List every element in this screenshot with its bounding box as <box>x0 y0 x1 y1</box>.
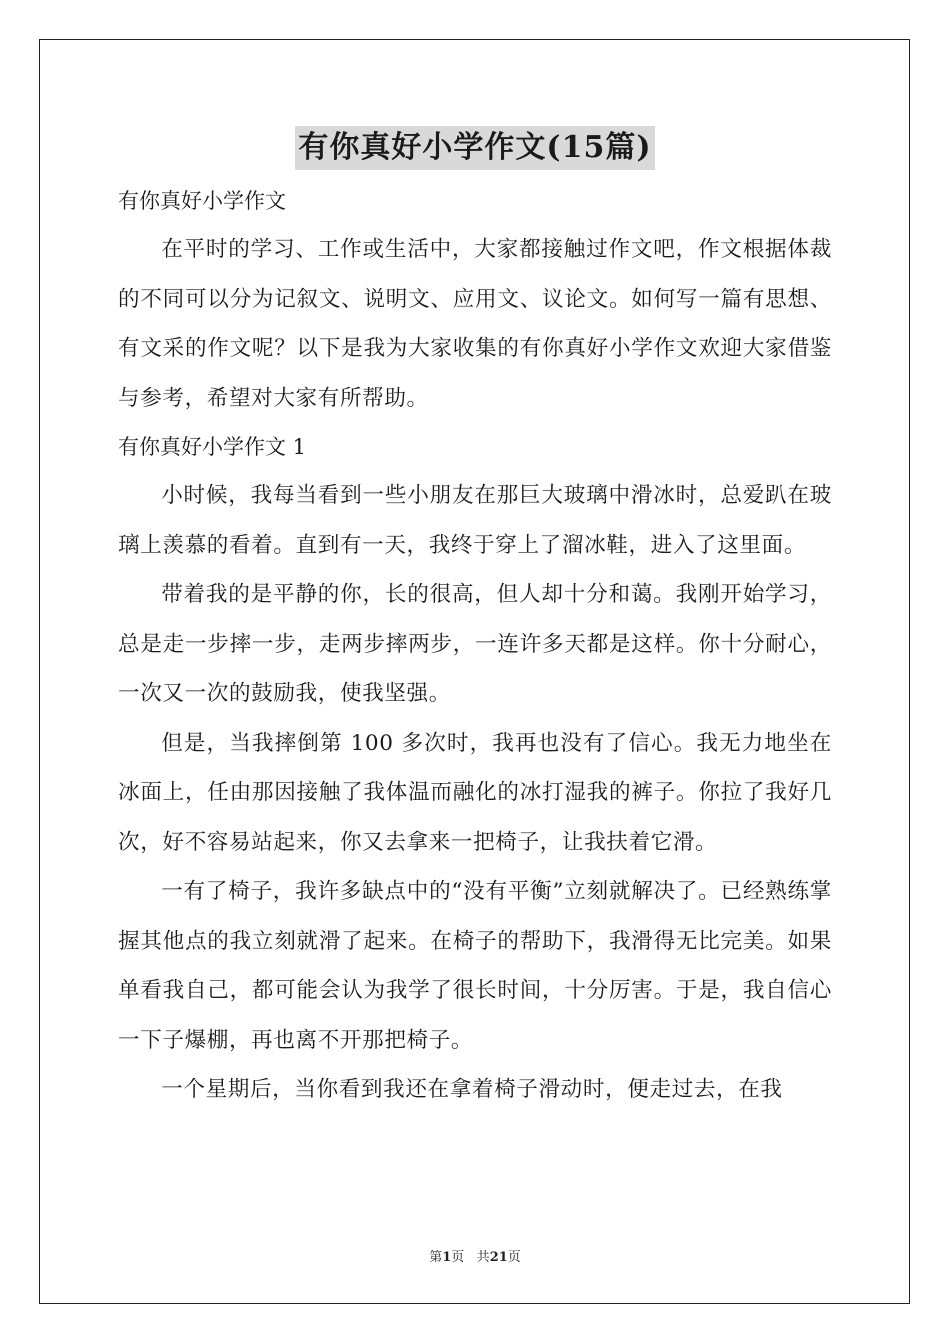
essay-paragraph: 小时候，我每当看到一些小朋友在那巨大玻璃中滑冰时，总爱趴在玻璃上羡慕的看着。直到有一天，我终于穿上了溜冰鞋，进入了这里面。 <box>118 483 832 558</box>
document-body <box>118 177 832 1115</box>
essay-paragraph: 带着我的是平静的你，长的很高，但人却十分和蔼。我刚开始学习，总是走一步摔一步，走两步摔两步，一连许多天都是这样。你十分耐心，一次又一次的鼓励我，使我坚强。 <box>118 582 832 706</box>
page-prefix: 第 <box>429 1250 443 1265</box>
intro-paragraph: 在平时的学习、工作或生活中，大家都接触过作文吧，作文根据体裁的不同可以分为记叙文、说明文、应用文、议论文。如何写一篇有思想、有文采的作文呢？以下是我为大家收集的有你真好小学作文欢迎大家借鉴与参考，希望对大家有所帮助。 <box>118 237 832 411</box>
total-pages: 21 <box>489 1250 508 1265</box>
total-suffix: 页 <box>507 1250 521 1265</box>
essay-paragraph: 但是，当我摔倒第 100 多次时，我再也没有了信心。我无力地坐在冰面上，任由那因接触了我体温而融化的冰打湿我的裤子。你拉了我好几次，好不容易站起来，你又去拿来一把椅子，让我扶着它滑。 <box>118 730 832 855</box>
total-prefix: 共 <box>476 1250 490 1265</box>
essay-paragraph: 一个星期后，当你看到我还在拿着椅子滑动时，便走过去，在我 <box>161 1077 783 1102</box>
essay-paragraph: 一有了椅子，我许多缺点中的“没有平衡”立刻就解决了。已经熟练掌握其他点的我立刻就滑了起来。在椅子的帮助下，我滑得无比完美。如果单看我自己，都可能会认为我学了很长时间，十分厉害。于是，我自信心一下子爆棚，再也离不开那把椅子。 <box>118 879 832 1053</box>
page-footer <box>0 1246 950 1265</box>
document-title: 有你真好小学作文(15篇) <box>295 126 654 170</box>
page-suffix: 页 <box>451 1250 465 1265</box>
title-container <box>0 126 950 170</box>
intro-heading: 有你真好小学作文 <box>118 189 286 213</box>
essay-heading: 有你真好小学作文 1 <box>118 435 307 459</box>
page-number: 1 <box>442 1250 452 1265</box>
